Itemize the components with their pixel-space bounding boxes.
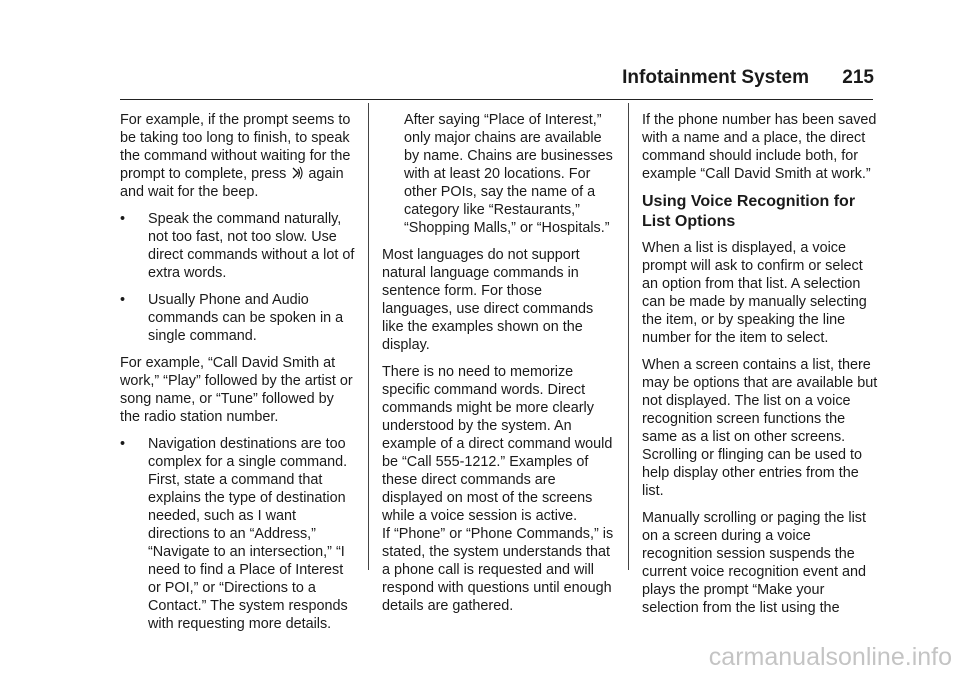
section-heading: Using Voice Recognition for List Options	[642, 193, 856, 230]
paragraph: When a list is displayed, a voice prompt will ask to confirm or select an option from that list. A selection can be made by manually selecting the item, or by speaking the line number for the item to select.	[642, 240, 867, 346]
paragraph: There is no need to memorize specific command words. Direct commands might be more clearly understood by the system. An example of a direct command would be “Call 555-1212.” Examples of these direct commands are displayed on most of the screens while a voice session is active.	[382, 364, 613, 524]
page-header-title: Infotainment System	[622, 67, 809, 88]
bullet-text: Navigation destinations are too complex for a single command. First, state a command that explains the type of destination needed, such as I want directions to an “Address,” “Navigate to an intersection,” “I need to find a Place of Interest or POI,” or “Directions to a Contact.” The system responds with requesting more details.	[148, 436, 348, 632]
bullet-mark: •	[120, 436, 126, 452]
bullet-mark: •	[120, 292, 126, 308]
paragraph	[120, 111, 356, 201]
page-number: 215	[842, 67, 874, 88]
bullet-item	[120, 435, 356, 633]
paragraph: Manually scrolling or paging the list on a screen during a voice recognition session suspends the current voice recognition event and plays the prompt “Make your selection from the list using the	[642, 510, 866, 616]
paragraph: For example, “Call David Smith at work,” “Play” followed by the artist or song name, or “Tune” followed by the radio station number.	[120, 355, 353, 425]
paragraph: After saying “Place of Interest,” only major chains are available by name. Chains are businesses with at least 20 locations. For other POIs, say the name of a category like “Restaurants,” “Shopping Malls,” or “Hospitals.”	[404, 112, 613, 236]
header-rule	[120, 99, 873, 100]
column-divider	[368, 103, 369, 570]
paragraph-text: For example, if the prompt seems to be taking too long to finish, to speak the command without waiting for the prompt to complete, press	[120, 112, 351, 182]
paragraph: If the phone number has been saved with a name and a place, the direct command should include both, for example “Call David Smith at work.”	[642, 112, 877, 182]
watermark: carmanualsonline.info	[708, 643, 952, 671]
paragraph-text: again and wait for the beep.	[120, 166, 344, 200]
column-2	[382, 111, 616, 624]
column-3	[642, 111, 878, 626]
bullet-mark: •	[120, 211, 126, 227]
bullet-item	[120, 210, 356, 282]
bullet-item	[120, 291, 356, 345]
column-1	[120, 111, 356, 642]
voice-recognition-icon	[291, 166, 303, 180]
column-divider	[628, 103, 629, 570]
paragraph: Most languages do not support natural language commands in sentence form. For those languages, use direct commands like the examples shown on the display.	[382, 247, 594, 353]
paragraph: When a screen contains a list, there may be options that are available but not displayed. The list on a voice recognition screen functions the same as a list on other screens. Scrolling or flinging can be used to help display other entries from the list.	[642, 357, 878, 499]
bullet-text: Usually Phone and Audio commands can be spoken in a single command.	[148, 292, 344, 344]
paragraph: If “Phone” or “Phone Commands,” is stated, the system understands that a phone call is requested and will respond with questions until enough details are gathered.	[382, 526, 614, 614]
bullet-text: Speak the command naturally, not too fast, not too slow. Use direct commands without a lot of extra words.	[148, 211, 355, 281]
